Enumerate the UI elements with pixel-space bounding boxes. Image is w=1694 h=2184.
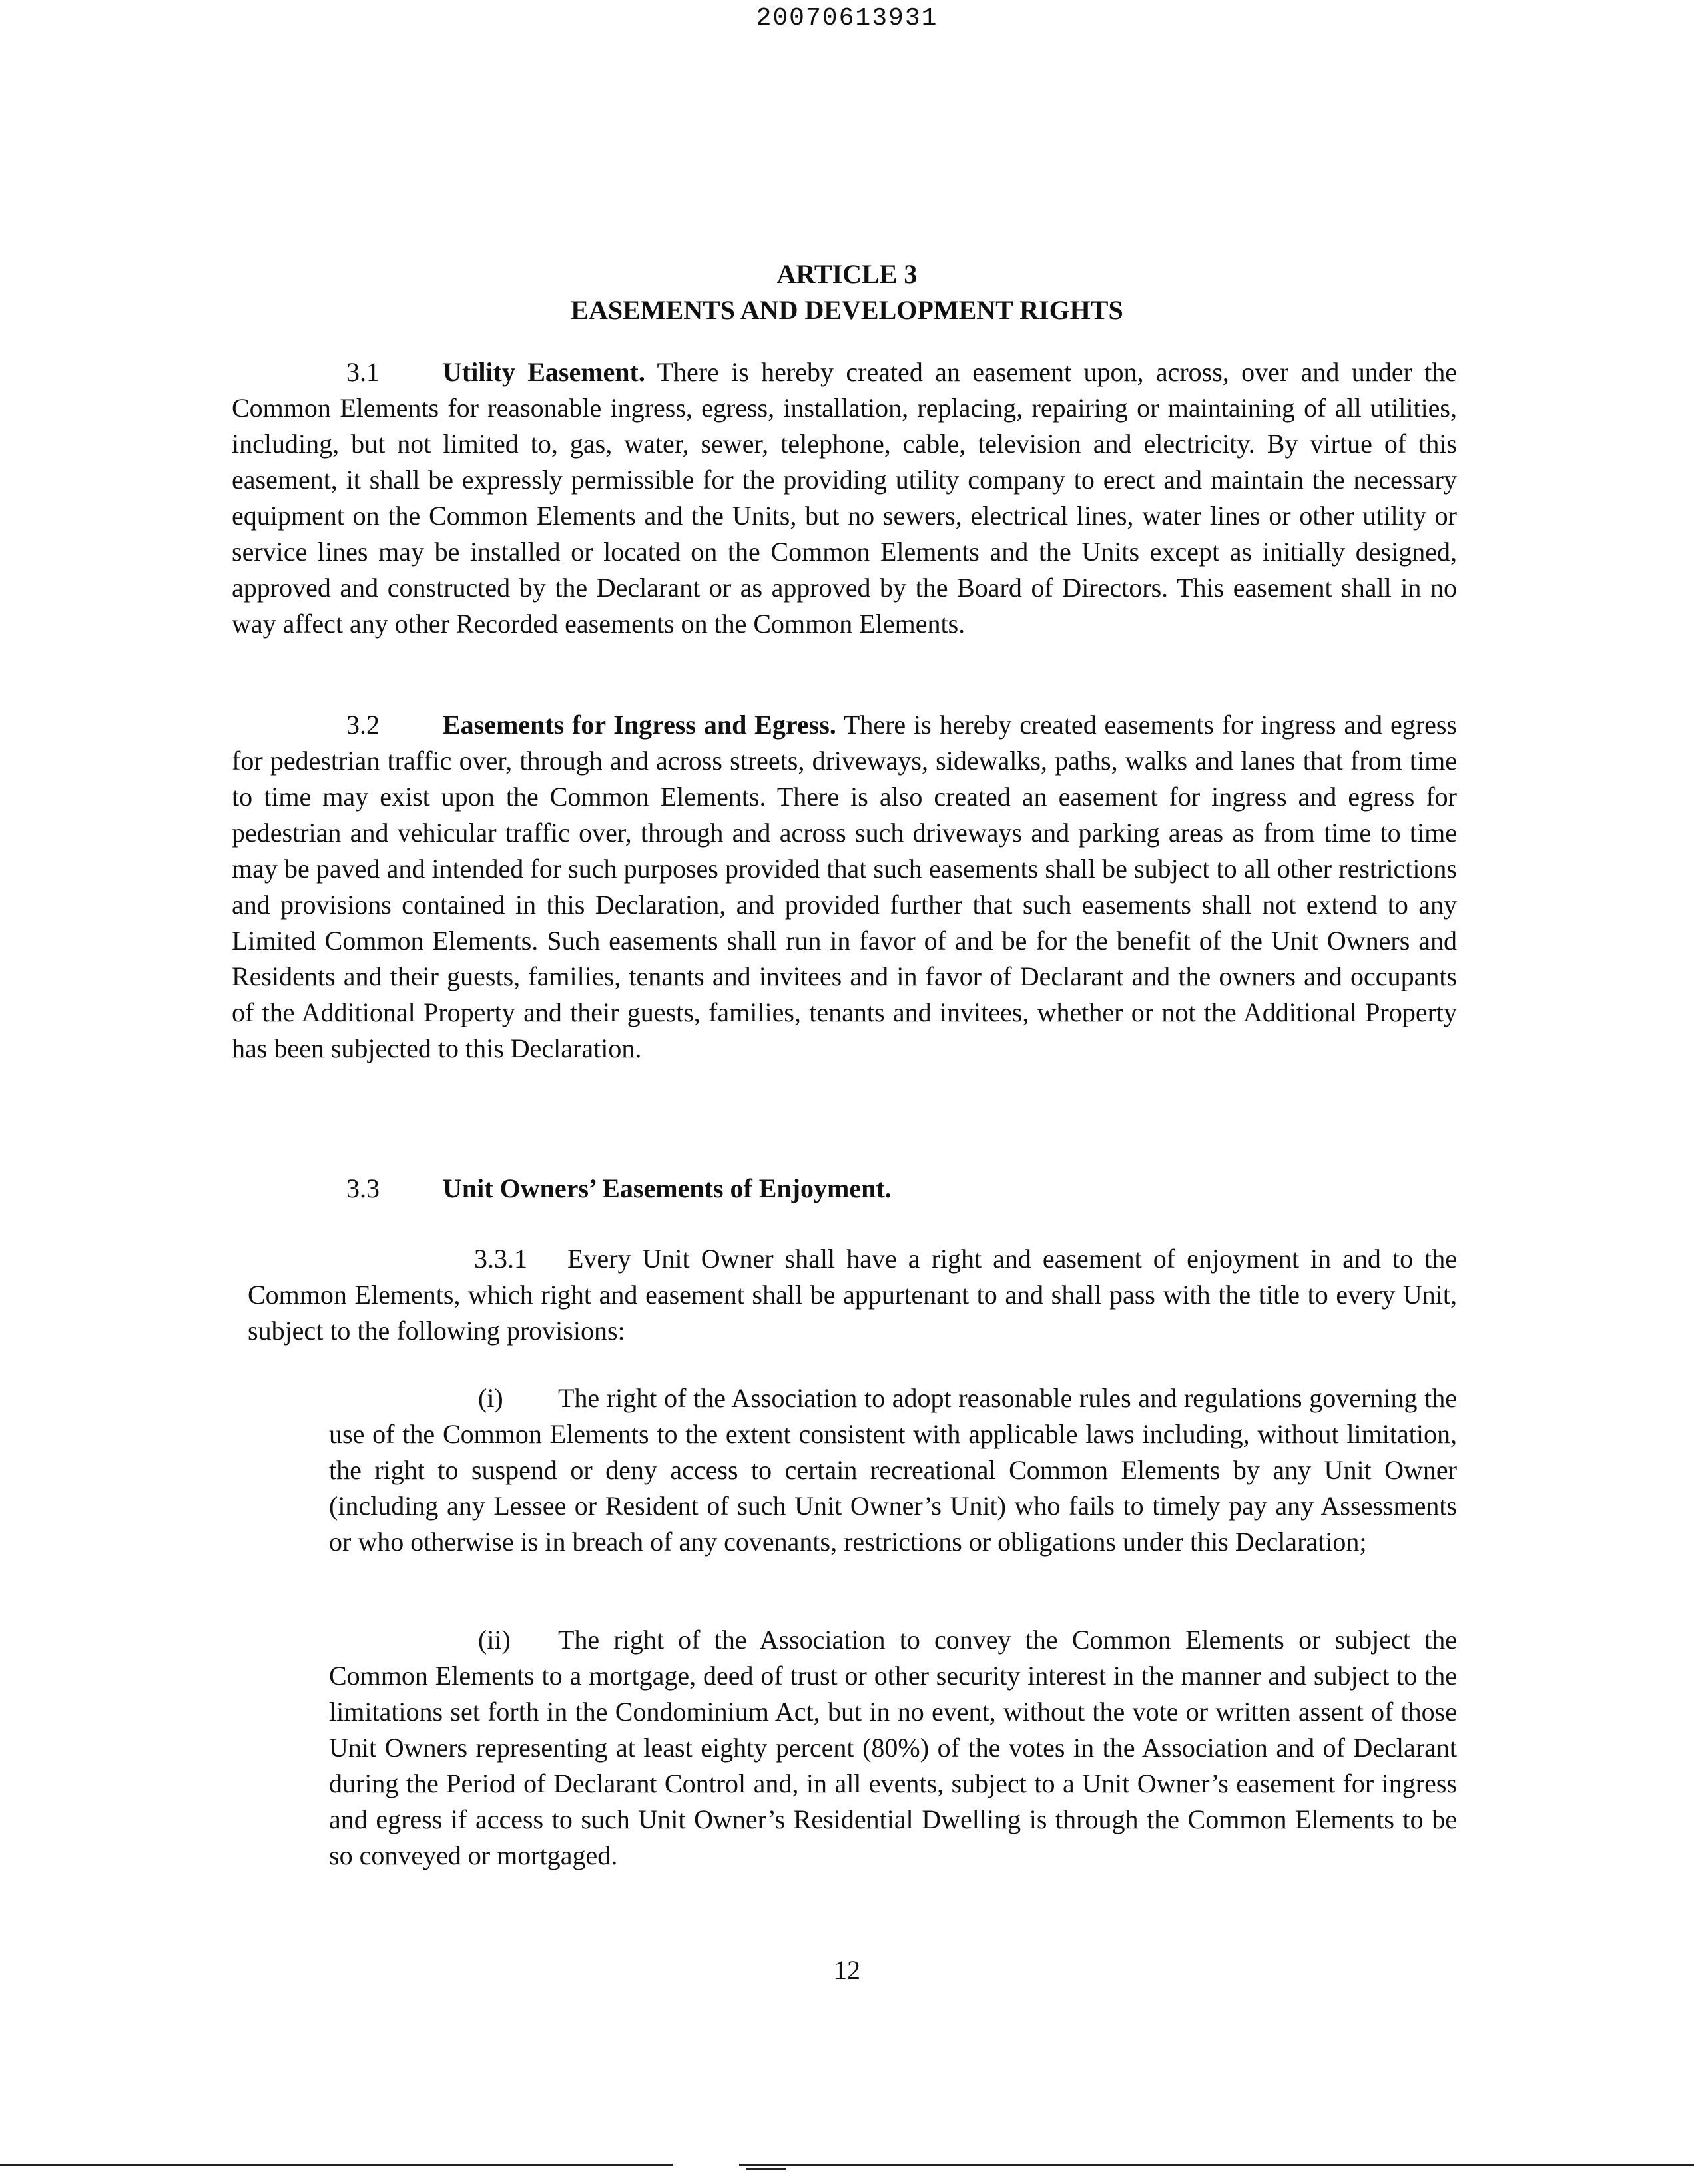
section-text: There is hereby created an easement upon, across, over and under the Common Elements for reasonable ingress, egress, installation, replacing, repairing or maintaining of all utilities, including, but not limited to, gas, water, sewer, telephone, cable, television and electricity. By virtue of this easement, it shall be expressly permissible for the providing utility company to erect and maintain the necessary equipment on the Common Elements and the Units, but no sewers, electrical lines, water lines or other utility or service lines may be installed or located on the Common Elements and the Units except as initially designed, approved and constructed by the Declarant or as approved by the Board of Directors. This easement shall in no way affect any other Recorded easements on the Common Elements.: [232, 357, 1457, 639]
provision-i: [329, 1380, 1457, 1560]
section-number: 3.2: [346, 710, 380, 740]
section-title: Unit Owners’ Easements of Enjoyment.: [443, 1173, 892, 1203]
section-3-3: [232, 1171, 1457, 1207]
section-title: Utility Easement.: [443, 357, 645, 387]
provision-number: (ii): [478, 1625, 511, 1655]
footer-rule-gap: [673, 2163, 739, 2167]
section-text: Every Unit Owner shall have a right and easement of enjoyment in and to the Common Elements, which right and easement shall be appurtenant to and shall pass with the title to every Unit, subject to the following provisions:: [248, 1244, 1457, 1346]
section-3-2: [232, 707, 1457, 1067]
article-title: EASEMENTS AND DEVELOPMENT RIGHTS: [571, 295, 1123, 325]
article-label: ARTICLE 3: [776, 259, 918, 289]
provision-text: The right of the Association to convey the Common Elements or subject the Common Elements to a mortgage, deed of trust or other security interest in the manner and subject to the limitations set forth in the Condominium Act, but in no event, without the vote or written assent of those Unit Owners representing at least eighty percent (80%) of the votes in the Association and of Declarant during the Period of Declarant Control and, in all events, subject to a Unit Owner’s easement for ingress and egress if access to such Unit Owner’s Residential Dwelling is through the Common Elements to be so conveyed or mortgaged.: [329, 1625, 1457, 1870]
footer-rule: [0, 2164, 1694, 2166]
provision-text: The right of the Association to adopt reasonable rules and regulations governing the use of the Common Elements to the extent consistent with applicable laws including, without limitation, the right to suspend or deny access to certain recreational Common Elements by any Unit Owner (including any Lessee or Resident of such Unit Owner’s Unit) who fails to timely pay any Assessments or who otherwise is in breach of any covenants, restrictions or obligations under this Declaration;: [329, 1383, 1457, 1557]
section-number: 3.1: [346, 357, 380, 387]
section-number: 3.3.1: [474, 1244, 527, 1274]
section-text: There is hereby created easements for ingress and egress for pedestrian traffic over, through and across streets, driveways, sidewalks, paths, walks and lanes that from time to time may exist upon the Common Elements. There is also created an easement for ingress and egress for pedestrian and vehicular traffic over, through and across such driveways and parking areas as from time to time may be paved and intended for such purposes provided that such easements shall be subject to all other restrictions and provisions contained in this Declaration, and provided further that such easements shall not extend to any Limited Common Elements. Such easements shall run in favor of and be for the benefit of the Unit Owners and Residents and their guests, families, tenants and invitees and in favor of Declarant and the owners and occupants of the Additional Property and their guests, families, tenants and invitees, whether or not the Additional Property has been subjected to this Declaration.: [232, 710, 1457, 1063]
provision-ii: [329, 1622, 1457, 1874]
footer-tick: [746, 2168, 786, 2170]
section-3-1: [232, 354, 1457, 642]
section-number: 3.3: [346, 1173, 380, 1203]
page-number: 12: [834, 1955, 860, 1985]
section-title: Easements for Ingress and Egress.: [443, 710, 836, 740]
section-3-3-1: [248, 1241, 1457, 1349]
article-heading: [0, 256, 1694, 328]
document-number: 20070613931: [756, 4, 938, 33]
provision-number: (i): [478, 1383, 503, 1413]
